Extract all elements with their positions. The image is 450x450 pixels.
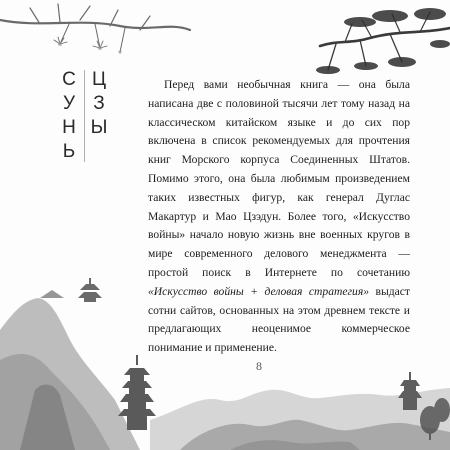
pagoda-icon bbox=[40, 278, 102, 302]
pine-needles bbox=[316, 8, 450, 74]
title-letter: Ь bbox=[62, 141, 76, 162]
title-letter: С bbox=[62, 69, 76, 90]
pine-branch-icon bbox=[58, 42, 122, 54]
page-number: 8 bbox=[256, 359, 262, 373]
title-letter: Ц bbox=[91, 69, 107, 90]
title-letter: У bbox=[62, 93, 76, 114]
mountain-icon bbox=[0, 298, 140, 450]
title-letter: Н bbox=[62, 117, 76, 138]
title-letter: З bbox=[93, 93, 105, 114]
body-text bbox=[148, 76, 410, 358]
title-column-2 bbox=[88, 68, 110, 140]
title-column-1 bbox=[58, 68, 80, 164]
text-part-2: выдаст сотни сайтов, основанных на этом древнем тексте и предлагающих неоценимое коммерческое понимание и применение. bbox=[148, 284, 410, 355]
paragraph bbox=[148, 76, 410, 358]
text-part-1: Перед вами необычная книга — она была написана две с половиной тысячи лет тому назад на классическом китайском языке и до сих пор включена в список рекомендуемых для прочтения книг Морского корпуса Соединенных Штатов. Помимо этого, она была любимым произведением таких известных фигур, как генерал Дуглас Макартур и Мао Цзэдун. Более того, «Искусство войны» начало новую жизнь вне военных кругов в мире современного делового менеджмента — простой поиск в Интернете по сочетанию bbox=[148, 78, 410, 279]
emphasis-text: «Искусство войны + деловая стратегия» bbox=[148, 284, 370, 298]
title-letter: Ы bbox=[90, 117, 108, 138]
title-divider bbox=[84, 70, 85, 162]
pine-branch-icon bbox=[0, 4, 190, 52]
